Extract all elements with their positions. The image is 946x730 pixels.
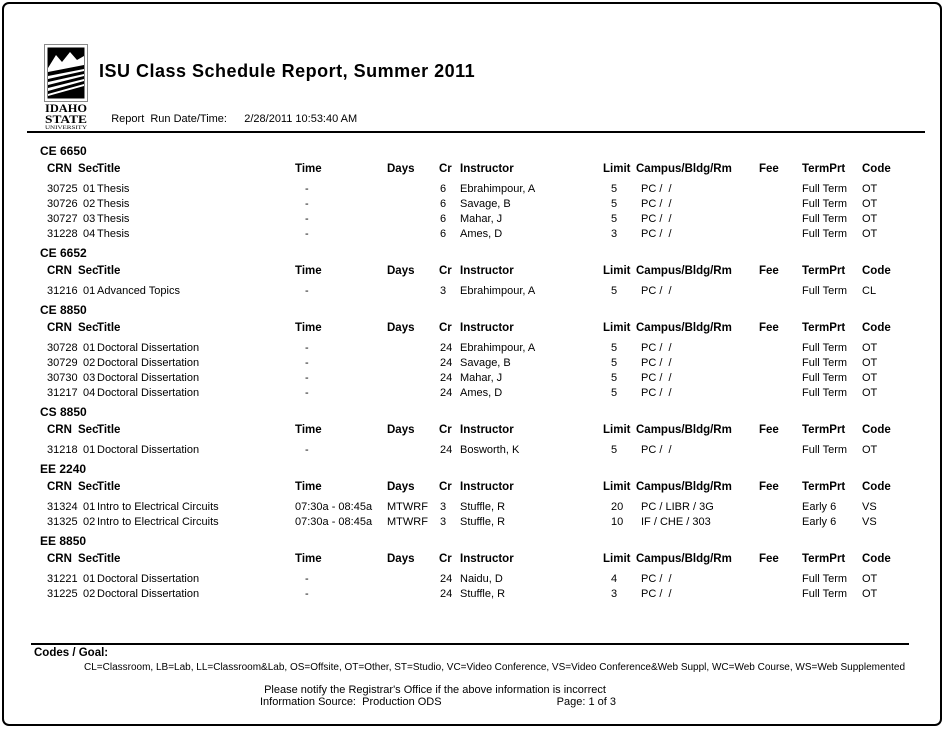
cell-cr: 24: [440, 573, 453, 585]
col-header-fee: Fee: [759, 163, 779, 175]
col-header-days: Days: [387, 481, 415, 493]
col-header-limit: Limit: [603, 424, 631, 436]
cell-campus: IF / CHE / 303: [641, 516, 711, 528]
col-header-instructor: Instructor: [460, 163, 514, 175]
col-header-code: Code: [862, 265, 891, 277]
registrar-notice: Please notify the Registrar's Office if the above information is incorrect: [264, 684, 606, 696]
col-header-instructor: Instructor: [460, 322, 514, 334]
col-header-cr: Cr: [439, 322, 452, 334]
cell-instructor: Ebrahimpour, A: [460, 342, 536, 354]
cell-fee: [759, 228, 802, 243]
cell-limit: 5: [611, 285, 618, 297]
cell-fee: [759, 573, 802, 588]
schedule-table: [40, 140, 912, 606]
col-header-sec: Sec: [78, 553, 99, 565]
cell-limit: 5: [611, 198, 618, 210]
cell-instructor: Savage, B: [460, 198, 511, 210]
col-header-limit: Limit: [603, 553, 631, 565]
col-header-code: Code: [862, 424, 891, 436]
course-section: [40, 303, 912, 402]
table-row: [47, 198, 912, 213]
cell-days: [387, 183, 439, 198]
cell-time: -: [305, 444, 309, 456]
cell-code: OT: [862, 213, 878, 225]
cell-days: MTWRF: [387, 501, 428, 513]
cell-days: [387, 198, 439, 213]
col-header-title: Title: [97, 265, 121, 277]
cell-time: 07:30a - 08:45a: [295, 516, 373, 528]
cell-termprt: Full Term: [802, 357, 848, 369]
cell-title: Thesis: [97, 183, 130, 195]
cell-cr: 24: [440, 357, 453, 369]
table-row: [47, 285, 912, 300]
cell-days: [387, 285, 439, 300]
cell-time: -: [305, 198, 309, 210]
cell-termprt: Full Term: [802, 285, 848, 297]
table-row: [47, 228, 912, 243]
cell-title: Advanced Topics: [97, 285, 180, 297]
cell-title: Doctoral Dissertation: [97, 372, 200, 384]
col-header-termprt: TermPrt: [802, 424, 846, 436]
col-header-limit: Limit: [603, 265, 631, 277]
col-header-code: Code: [862, 481, 891, 493]
cell-cr: 24: [440, 444, 453, 456]
table-row: [47, 573, 912, 588]
col-header-time: Time: [295, 163, 322, 175]
cell-cr: 24: [440, 387, 453, 399]
cell-sec: 04: [83, 228, 96, 240]
col-header-cr: Cr: [439, 424, 452, 436]
cell-fee: [759, 183, 802, 198]
cell-title: Thesis: [97, 213, 130, 225]
cell-sec: 03: [83, 213, 96, 225]
cell-fee: [759, 444, 802, 459]
footer-divider: [31, 643, 909, 645]
cell-crn: 31324: [47, 501, 78, 513]
col-header-fee: Fee: [759, 322, 779, 334]
cell-fee: [759, 198, 802, 213]
cell-code: CL: [862, 285, 877, 297]
col-header-limit: Limit: [603, 322, 631, 334]
cell-cr: 24: [440, 342, 453, 354]
col-header-time: Time: [295, 481, 322, 493]
cell-cr: 6: [440, 213, 447, 225]
cell-termprt: Early 6: [802, 501, 837, 513]
cell-termprt: Full Term: [802, 372, 848, 384]
table-row: [47, 516, 912, 531]
cell-cr: 3: [440, 516, 447, 528]
col-header-title: Title: [97, 481, 121, 493]
cell-instructor: Stuffle, R: [460, 516, 506, 528]
col-header-instructor: Instructor: [460, 265, 514, 277]
col-header-crn: CRN: [47, 424, 72, 436]
course-number: CE 6652: [40, 246, 87, 260]
cell-fee: [759, 342, 802, 357]
col-header-days: Days: [387, 322, 415, 334]
cell-fee: [759, 387, 802, 402]
cell-sec: 03: [83, 372, 96, 384]
col-header-title: Title: [97, 163, 121, 175]
table-row: [47, 588, 912, 603]
col-header-sec: Sec: [78, 322, 99, 334]
cell-termprt: Full Term: [802, 228, 848, 240]
table-row: [47, 372, 912, 387]
cell-limit: 5: [611, 444, 618, 456]
cell-code: VS: [862, 516, 877, 528]
course-section: [40, 246, 912, 300]
cell-limit: 4: [611, 573, 618, 585]
course-section: [40, 144, 912, 243]
cell-days: [387, 213, 439, 228]
cell-title: Thesis: [97, 228, 130, 240]
cell-limit: 5: [611, 357, 618, 369]
cell-cr: 3: [440, 501, 447, 513]
col-header-cr: Cr: [439, 553, 452, 565]
mountain-icon: [45, 45, 88, 102]
cell-time: -: [305, 588, 309, 600]
cell-instructor: Mahar, J: [460, 213, 503, 225]
cell-cr: 24: [440, 588, 453, 600]
table-row: [47, 357, 912, 372]
cell-limit: 10: [611, 516, 624, 528]
col-header-crn: CRN: [47, 163, 72, 175]
cell-instructor: Stuffle, R: [460, 588, 506, 600]
cell-title: Doctoral Dissertation: [97, 573, 200, 585]
header-divider: [27, 131, 925, 133]
logo-text-university: UNIVERSITY: [45, 126, 88, 131]
col-header-instructor: Instructor: [460, 424, 514, 436]
cell-time: -: [305, 372, 309, 384]
col-header-crn: CRN: [47, 265, 72, 277]
cell-termprt: Early 6: [802, 516, 837, 528]
cell-campus: PC / /: [641, 444, 672, 456]
col-header-instructor: Instructor: [460, 481, 514, 493]
cell-instructor: Ebrahimpour, A: [460, 285, 536, 297]
cell-campus: PC / /: [641, 228, 672, 240]
cell-campus: PC / LIBR / 3G: [641, 501, 714, 513]
col-header-crn: CRN: [47, 322, 72, 334]
cell-code: VS: [862, 501, 877, 513]
cell-days: [387, 573, 439, 588]
col-header-crn: CRN: [47, 553, 72, 565]
col-header-days: Days: [387, 553, 415, 565]
col-header-campus: Campus/Bldg/Rm: [636, 265, 732, 277]
col-header-code: Code: [862, 553, 891, 565]
cell-crn: 31225: [47, 588, 78, 600]
cell-sec: 01: [83, 183, 96, 195]
col-header-cr: Cr: [439, 163, 452, 175]
col-header-campus: Campus/Bldg/Rm: [636, 481, 732, 493]
cell-campus: PC / /: [641, 285, 672, 297]
col-header-code: Code: [862, 322, 891, 334]
cell-termprt: Full Term: [802, 213, 848, 225]
col-header-campus: Campus/Bldg/Rm: [636, 163, 732, 175]
report-page: [2, 2, 942, 726]
cell-crn: 31221: [47, 573, 78, 585]
cell-campus: PC / /: [641, 372, 672, 384]
cell-crn: 30728: [47, 342, 78, 354]
cell-limit: 5: [611, 372, 618, 384]
information-source: Information Source: Production ODS: [260, 696, 442, 708]
cell-termprt: Full Term: [802, 573, 848, 585]
cell-campus: PC / /: [641, 588, 672, 600]
cell-crn: 30726: [47, 198, 78, 210]
col-header-sec: Sec: [78, 424, 99, 436]
cell-fee: [759, 588, 802, 603]
cell-limit: 5: [611, 342, 618, 354]
cell-time: -: [305, 342, 309, 354]
codes-goal-label: Codes / Goal:: [34, 647, 109, 659]
cell-fee: [759, 213, 802, 228]
cell-code: OT: [862, 228, 878, 240]
col-header-campus: Campus/Bldg/Rm: [636, 553, 732, 565]
cell-title: Intro to Electrical Circuits: [97, 516, 219, 528]
course-number: EE 2240: [40, 462, 87, 476]
col-header-sec: Sec: [78, 265, 99, 277]
col-header-time: Time: [295, 553, 322, 565]
col-header-termprt: TermPrt: [802, 265, 846, 277]
cell-instructor: Ames, D: [460, 387, 503, 399]
run-datetime-label: Report Run Date/Time:: [111, 113, 227, 125]
cell-campus: PC / /: [641, 573, 672, 585]
cell-termprt: Full Term: [802, 183, 848, 195]
column-header-row: [47, 265, 912, 280]
cell-campus: PC / /: [641, 213, 672, 225]
cell-sec: 04: [83, 387, 96, 399]
cell-crn: 31228: [47, 228, 78, 240]
cell-cr: 24: [440, 372, 453, 384]
cell-crn: 31218: [47, 444, 78, 456]
cell-limit: 3: [611, 228, 618, 240]
table-row: [47, 342, 912, 357]
cell-title: Doctoral Dissertation: [97, 444, 200, 456]
cell-campus: PC / /: [641, 183, 672, 195]
cell-instructor: Savage, B: [460, 357, 511, 369]
cell-campus: PC / /: [641, 387, 672, 399]
col-header-time: Time: [295, 322, 322, 334]
cell-days: [387, 372, 439, 387]
table-row: [47, 387, 912, 402]
col-header-cr: Cr: [439, 265, 452, 277]
cell-crn: 30729: [47, 357, 78, 369]
cell-code: OT: [862, 342, 878, 354]
cell-termprt: Full Term: [802, 444, 848, 456]
cell-time: -: [305, 213, 309, 225]
cell-title: Doctoral Dissertation: [97, 357, 200, 369]
cell-sec: 02: [83, 588, 96, 600]
logo-text-idaho: IDAHO: [45, 101, 87, 115]
table-row: [47, 183, 912, 198]
cell-days: [387, 228, 439, 243]
col-header-days: Days: [387, 424, 415, 436]
cell-title: Intro to Electrical Circuits: [97, 501, 219, 513]
cell-title: Doctoral Dissertation: [97, 342, 200, 354]
cell-termprt: Full Term: [802, 342, 848, 354]
cell-days: MTWRF: [387, 516, 428, 528]
cell-cr: 6: [440, 228, 447, 240]
cell-time: -: [305, 573, 309, 585]
col-header-termprt: TermPrt: [802, 481, 846, 493]
cell-time: -: [305, 285, 309, 297]
col-header-time: Time: [295, 424, 322, 436]
cell-time: -: [305, 357, 309, 369]
cell-campus: PC / /: [641, 198, 672, 210]
cell-code: OT: [862, 357, 878, 369]
col-header-termprt: TermPrt: [802, 322, 846, 334]
column-header-row: [47, 481, 912, 496]
cell-termprt: Full Term: [802, 387, 848, 399]
cell-crn: 31216: [47, 285, 78, 297]
cell-termprt: Full Term: [802, 588, 848, 600]
cell-crn: 31217: [47, 387, 78, 399]
cell-limit: 5: [611, 213, 618, 225]
cell-crn: 31325: [47, 516, 78, 528]
course-number: CE 8850: [40, 303, 87, 317]
col-header-time: Time: [295, 265, 322, 277]
cell-cr: 6: [440, 183, 447, 195]
cell-days: [387, 588, 439, 603]
cell-sec: 01: [83, 342, 96, 354]
cell-sec: 01: [83, 573, 96, 585]
course-number: CS 8850: [40, 405, 87, 419]
cell-sec: 01: [83, 501, 96, 513]
column-header-row: [47, 553, 912, 568]
col-header-campus: Campus/Bldg/Rm: [636, 322, 732, 334]
col-header-crn: CRN: [47, 481, 72, 493]
cell-instructor: Naidu, D: [460, 573, 503, 585]
cell-days: [387, 357, 439, 372]
cell-time: -: [305, 387, 309, 399]
cell-instructor: Mahar, J: [460, 372, 503, 384]
table-row: [47, 213, 912, 228]
cell-limit: 5: [611, 183, 618, 195]
cell-title: Doctoral Dissertation: [97, 387, 200, 399]
cell-sec: 01: [83, 444, 96, 456]
isu-logo: [44, 44, 88, 132]
cell-cr: 6: [440, 198, 447, 210]
table-row: [47, 444, 912, 459]
cell-sec: 02: [83, 357, 96, 369]
cell-crn: 30730: [47, 372, 78, 384]
cell-fee: [759, 372, 802, 387]
cell-limit: 5: [611, 387, 618, 399]
cell-code: OT: [862, 573, 878, 585]
table-row: [47, 501, 912, 516]
cell-days: [387, 387, 439, 402]
cell-time: -: [305, 183, 309, 195]
course-section: [40, 534, 912, 603]
cell-sec: 02: [83, 516, 96, 528]
cell-termprt: Full Term: [802, 198, 848, 210]
cell-sec: 02: [83, 198, 96, 210]
cell-days: [387, 444, 439, 459]
cell-code: OT: [862, 183, 878, 195]
cell-campus: PC / /: [641, 342, 672, 354]
run-datetime-value: 2/28/2011 10:53:40 AM: [244, 113, 358, 125]
cell-instructor: Stuffle, R: [460, 501, 506, 513]
cell-title: Doctoral Dissertation: [97, 588, 200, 600]
col-header-instructor: Instructor: [460, 553, 514, 565]
col-header-fee: Fee: [759, 553, 779, 565]
cell-code: OT: [862, 198, 878, 210]
cell-cr: 3: [440, 285, 447, 297]
cell-days: [387, 342, 439, 357]
cell-campus: PC / /: [641, 357, 672, 369]
cell-fee: [759, 357, 802, 372]
col-header-sec: Sec: [78, 163, 99, 175]
col-header-title: Title: [97, 553, 121, 565]
col-header-sec: Sec: [78, 481, 99, 493]
col-header-cr: Cr: [439, 481, 452, 493]
course-section: [40, 405, 912, 459]
column-header-row: [47, 424, 912, 439]
cell-code: OT: [862, 444, 878, 456]
cell-code: OT: [862, 588, 878, 600]
logo-text-state: STATE: [45, 112, 87, 126]
col-header-code: Code: [862, 163, 891, 175]
cell-fee: [759, 285, 802, 300]
cell-code: OT: [862, 387, 878, 399]
codes-legend: CL=Classroom, LB=Lab, LL=Classroom&Lab, OS=Offsite, OT=Other, ST=Studio, VC=Video Conference, VS=Video Conference&Web Suppl, WC=Web Course, WS=Web Supplemented: [84, 662, 906, 673]
cell-fee: [759, 516, 802, 531]
col-header-fee: Fee: [759, 481, 779, 493]
col-header-fee: Fee: [759, 265, 779, 277]
course-number: EE 8850: [40, 534, 87, 548]
cell-instructor: Ames, D: [460, 228, 503, 240]
column-header-row: [47, 322, 912, 337]
cell-fee: [759, 501, 802, 516]
cell-limit: 3: [611, 588, 618, 600]
column-header-row: [47, 163, 912, 178]
cell-instructor: Ebrahimpour, A: [460, 183, 536, 195]
cell-code: OT: [862, 372, 878, 384]
course-section: [40, 462, 912, 531]
col-header-termprt: TermPrt: [802, 553, 846, 565]
cell-title: Thesis: [97, 198, 130, 210]
footer-notice: [234, 684, 636, 708]
col-header-title: Title: [97, 322, 121, 334]
cell-crn: 30725: [47, 183, 78, 195]
col-header-days: Days: [387, 163, 415, 175]
cell-instructor: Bosworth, K: [460, 444, 520, 456]
col-header-limit: Limit: [603, 163, 631, 175]
col-header-limit: Limit: [603, 481, 631, 493]
col-header-fee: Fee: [759, 424, 779, 436]
col-header-campus: Campus/Bldg/Rm: [636, 424, 732, 436]
page-title: ISU Class Schedule Report, Summer 2011: [99, 61, 476, 81]
page-number: Page: 1 of 3: [556, 696, 616, 708]
col-header-days: Days: [387, 265, 415, 277]
cell-sec: 01: [83, 285, 96, 297]
cell-time: 07:30a - 08:45a: [295, 501, 373, 513]
course-number: CE 6650: [40, 144, 87, 158]
cell-time: -: [305, 228, 309, 240]
cell-crn: 30727: [47, 213, 78, 225]
col-header-title: Title: [97, 424, 121, 436]
col-header-termprt: TermPrt: [802, 163, 846, 175]
cell-limit: 20: [611, 501, 624, 513]
